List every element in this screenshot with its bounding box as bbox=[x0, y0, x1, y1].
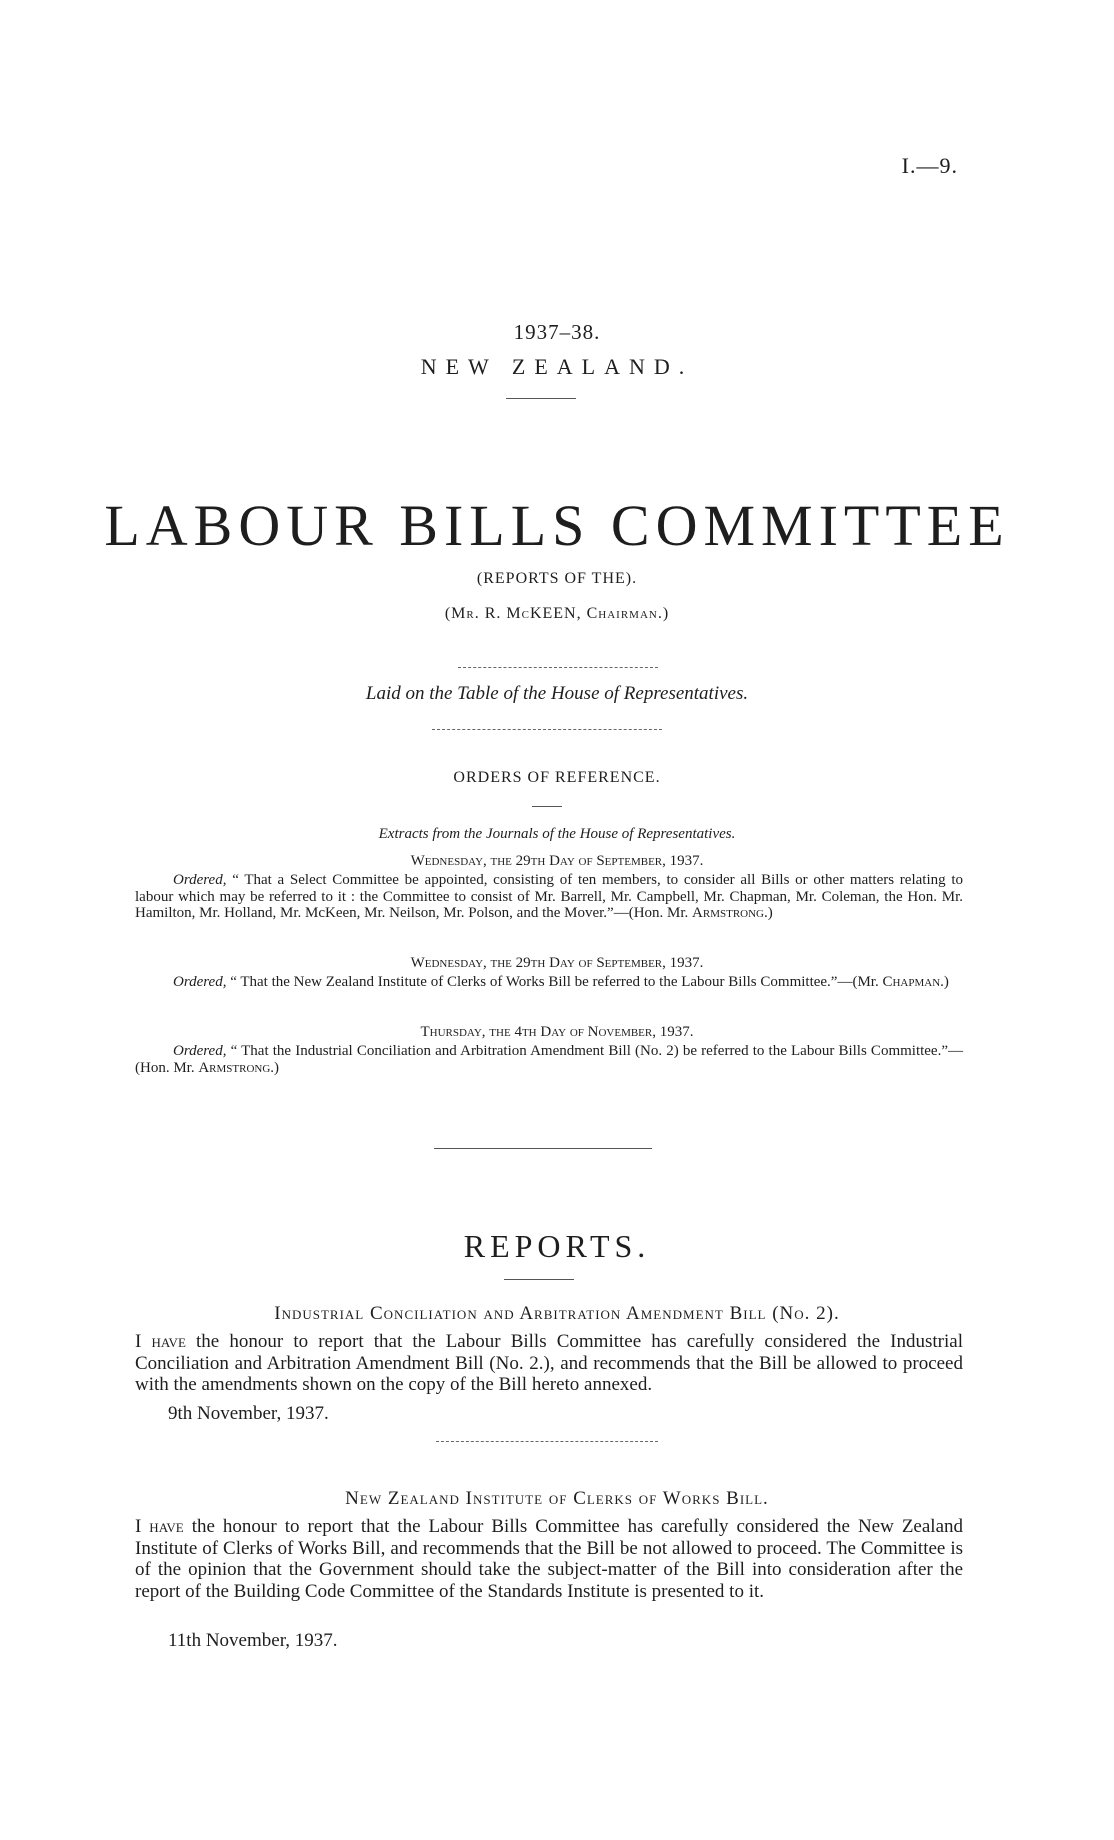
document-title: LABOUR BILLS COMMITTEE bbox=[104, 493, 1010, 558]
page-reference: I.—9. bbox=[901, 153, 958, 178]
divider bbox=[436, 1441, 658, 1442]
order-date: Wednesday, the 29th Day of September, 1937. bbox=[410, 853, 704, 869]
country-name: NEW ZEALAND. bbox=[420, 354, 694, 379]
divider bbox=[458, 667, 658, 668]
order-date: Wednesday, the 29th Day of September, 1937. bbox=[410, 955, 704, 971]
report-paragraph bbox=[135, 1516, 963, 1602]
report-text: the honour to report that the Labour Bills Committee has carefully considered the New Zealand Institute of Clerks of Works Bill, and recommends that the Bill be not allowed to proceed. The Committee is of the opinion that the Government should take the subject-matter of the Bill into consideration after the report of the Building Code Committee of the Standards Institute is presented to it. bbox=[135, 1516, 963, 1602]
orders-heading: ORDERS OF REFERENCE. bbox=[453, 769, 661, 786]
report-paragraph bbox=[135, 1331, 963, 1396]
report-bill-title: New Zealand Institute of Clerks of Works Bill. bbox=[345, 1488, 769, 1509]
order-text: “ That the New Zealand Institute of Clerks of Works Bill be referred to the Labour Bills Committee.”—(Mr. bbox=[230, 974, 883, 990]
report-bill-title: Industrial Conciliation and Arbitration Amendment Bill (No. 2). bbox=[274, 1303, 840, 1324]
report-lead: I have bbox=[135, 1516, 184, 1537]
order-mover: Armstrong.) bbox=[198, 1059, 280, 1076]
order-text: “ That a Select Committee be appointed, consisting of ten members, to consider all Bills or other matters relating to labour which may be referred to it : the Committee to consist of Mr. Barrell, Mr. Campbell, Mr. Chapman, Mr. Coleman, the Hon. Mr. Hamilton, Mr. Holland, Mr. McKeen, Mr. Neilson, Mr. Polson, and the Mover.”—(Hon. Mr. bbox=[135, 872, 964, 921]
report-date: 11th November, 1937. bbox=[168, 1630, 338, 1651]
order-mover: Chapman.) bbox=[882, 974, 949, 990]
report-date: 9th November, 1937. bbox=[168, 1403, 329, 1424]
order-paragraph bbox=[135, 974, 963, 991]
reports-heading: REPORTS. bbox=[463, 1228, 651, 1264]
report-text: the honour to report that the Labour Bills Committee has carefully considered the Industrial Conciliation and Arbitration Amendment Bill (No. 2.), and recommends that the Bill be allowed to proceed with the amendments shown on the copy of the Bill hereto annexed. bbox=[135, 1331, 963, 1395]
divider bbox=[434, 1148, 652, 1149]
divider bbox=[432, 729, 662, 730]
document-subtitle: (REPORTS OF THE). bbox=[476, 570, 638, 587]
session-year: 1937–38. bbox=[513, 320, 601, 344]
order-text: “ That the Industrial Conciliation and Arbitration Amendment Bill (No. 2) be referred to the Labour Bills Committee.”—(Hon. Mr. bbox=[135, 1043, 963, 1076]
ordered-label: Ordered, bbox=[173, 1043, 227, 1059]
laid-on-table: Laid on the Table of the House of Representatives. bbox=[365, 683, 749, 704]
order-paragraph bbox=[135, 872, 963, 922]
chairman-line: (Mr. R. McKEEN, Chairman.) bbox=[444, 605, 670, 622]
order-mover: Armstrong.) bbox=[692, 905, 773, 921]
ordered-label: Ordered, bbox=[173, 872, 227, 888]
divider bbox=[532, 806, 562, 807]
divider bbox=[506, 398, 576, 399]
report-lead: I have bbox=[135, 1331, 186, 1352]
extracts-line: Extracts from the Journals of the House of Representatives. bbox=[378, 826, 736, 842]
order-paragraph bbox=[135, 1043, 963, 1076]
ordered-label: Ordered, bbox=[173, 974, 227, 990]
order-date: Thursday, the 4th Day of November, 1937. bbox=[420, 1024, 694, 1040]
divider bbox=[504, 1279, 574, 1280]
